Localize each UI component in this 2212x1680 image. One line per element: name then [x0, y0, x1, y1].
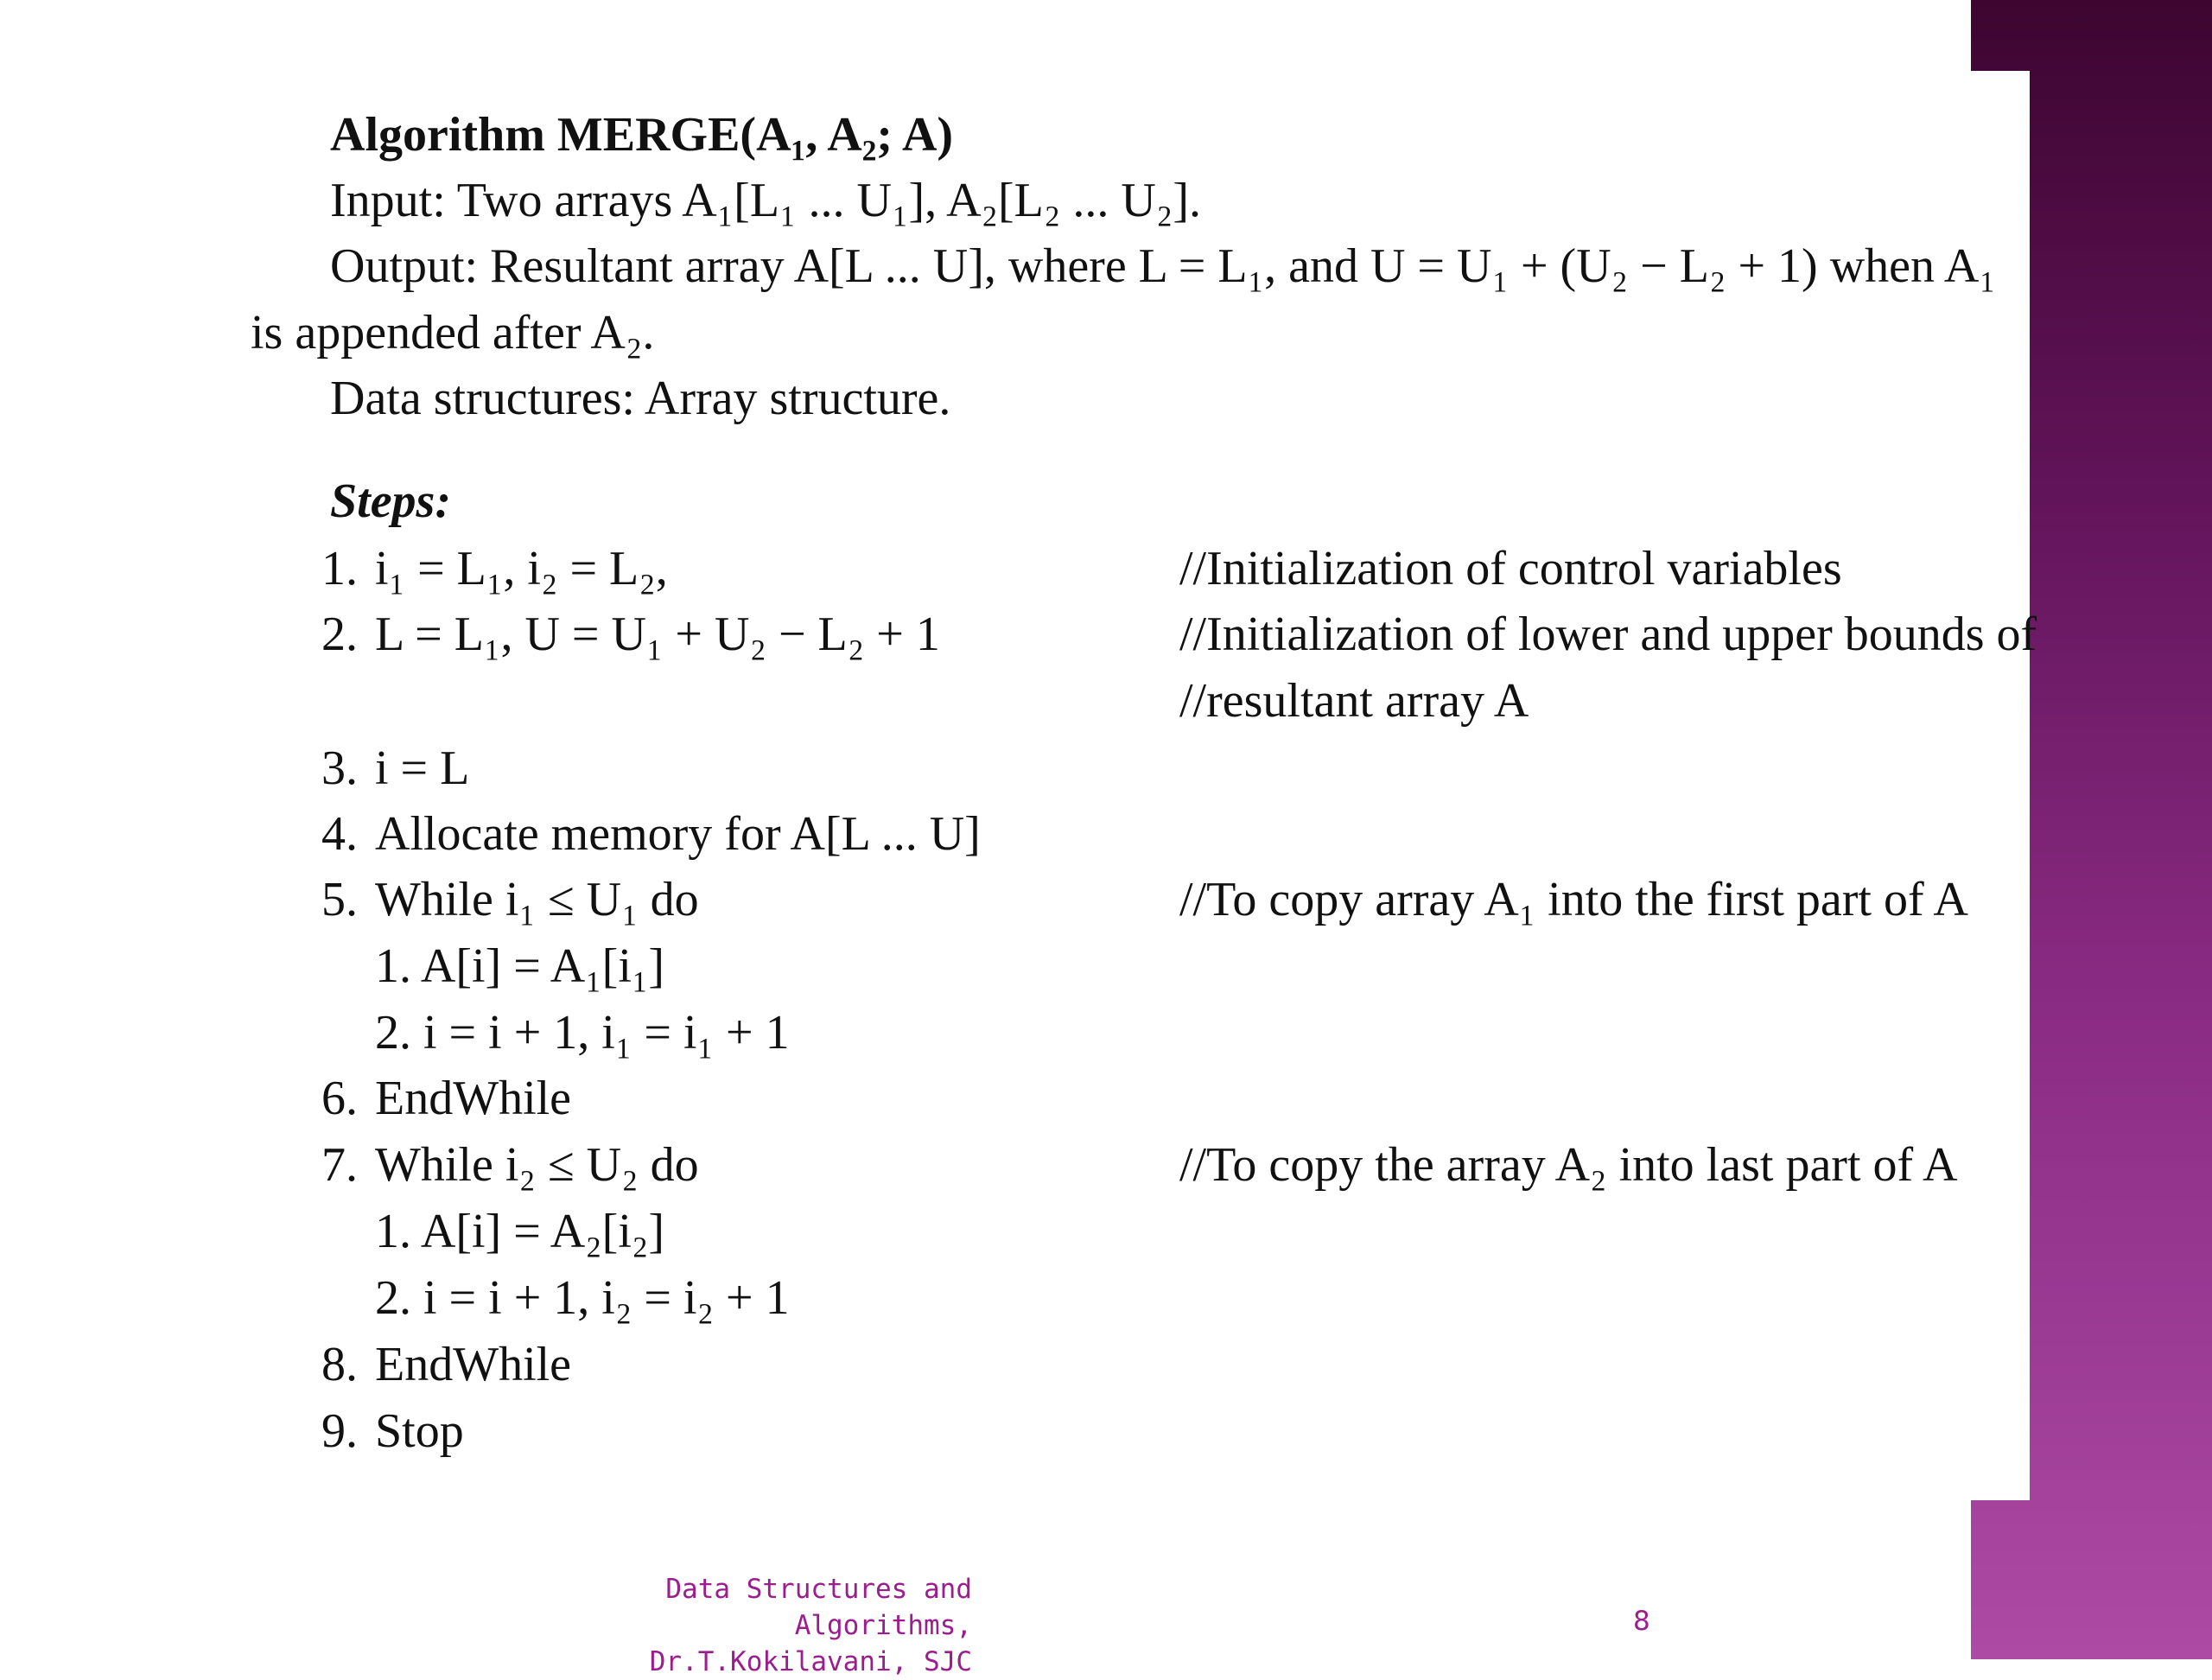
- comment-step-7: //To copy the array A₂ into last part of A: [1179, 1138, 1958, 1192]
- step-text: While i₁ ≤ U₁ do: [375, 873, 699, 926]
- step-text: i = L: [375, 741, 470, 795]
- algorithm-title: Algorithm MERGE(A₁, A₂; A): [330, 108, 954, 162]
- input-line: Input: Two arrays A₁[L₁ ... U₁], A₂[L₂ ... U₂].: [330, 174, 1202, 227]
- step-text: Allocate memory for A[L ... U]: [375, 807, 981, 861]
- step-text: i₁ = L₁, i₂ = L₂,: [375, 542, 668, 595]
- step-number: 4.: [321, 807, 358, 861]
- output-line-2: is appended after A₂.: [251, 306, 655, 360]
- step-8: [321, 1340, 571, 1389]
- step-number: 7.: [321, 1138, 358, 1192]
- step-5: [321, 875, 699, 924]
- footer-line-2: Dr.T.Kokilavani, SJC: [649, 1646, 972, 1677]
- step-3: [321, 741, 470, 795]
- step-7-1: 1. A[i] = A₂[i₂]: [375, 1205, 665, 1258]
- step-text: EndWhile: [375, 1072, 572, 1125]
- output-line-1: Output: Resultant array A[L ... U], where L = L₁, and U = U₁ + (U₂ − L₂ + 1) when A₁: [330, 239, 1996, 293]
- step-6: [321, 1074, 571, 1123]
- step-7-2: 2. i = i + 1, i₂ = i₂ + 1: [375, 1271, 790, 1325]
- footer-credit: [531, 1571, 972, 1680]
- step-text: L = L₁, U = U₁ + U₂ − L₂ + 1: [375, 608, 940, 661]
- step-number: 1.: [321, 542, 358, 595]
- step-number: 3.: [321, 741, 358, 795]
- step-text: Stop: [375, 1404, 464, 1458]
- step-number: 6.: [321, 1072, 358, 1125]
- comment-step-1: //Initialization of control variables: [1179, 542, 1842, 595]
- footer-line-1: Data Structures and Algorithms,: [665, 1574, 972, 1641]
- page-number: 8: [1633, 1606, 1650, 1637]
- comment-step-5: //To copy array A₁ into the first part of A: [1179, 873, 1968, 926]
- step-number: 5.: [321, 873, 358, 926]
- step-number: 2.: [321, 608, 358, 661]
- step-4: [321, 807, 981, 861]
- step-1: [321, 544, 668, 593]
- step-7: [321, 1138, 699, 1192]
- step-number: 9.: [321, 1404, 358, 1458]
- step-text: While i₂ ≤ U₂ do: [375, 1138, 699, 1192]
- step-9: [321, 1404, 464, 1458]
- step-number: 8.: [321, 1338, 358, 1391]
- data-structures-line: Data structures: Array structure.: [330, 372, 951, 425]
- steps-header: Steps:: [330, 474, 451, 528]
- step-5-2: 2. i = i + 1, i₁ = i₁ + 1: [375, 1006, 790, 1060]
- comment-step-2-cont: //resultant array A: [1179, 674, 1529, 728]
- step-text: EndWhile: [375, 1338, 572, 1391]
- comment-step-2: //Initialization of lower and upper bounds of: [1179, 608, 2037, 661]
- step-5-1: 1. A[i] = A₁[i₁]: [375, 939, 665, 993]
- step-2: [321, 610, 940, 659]
